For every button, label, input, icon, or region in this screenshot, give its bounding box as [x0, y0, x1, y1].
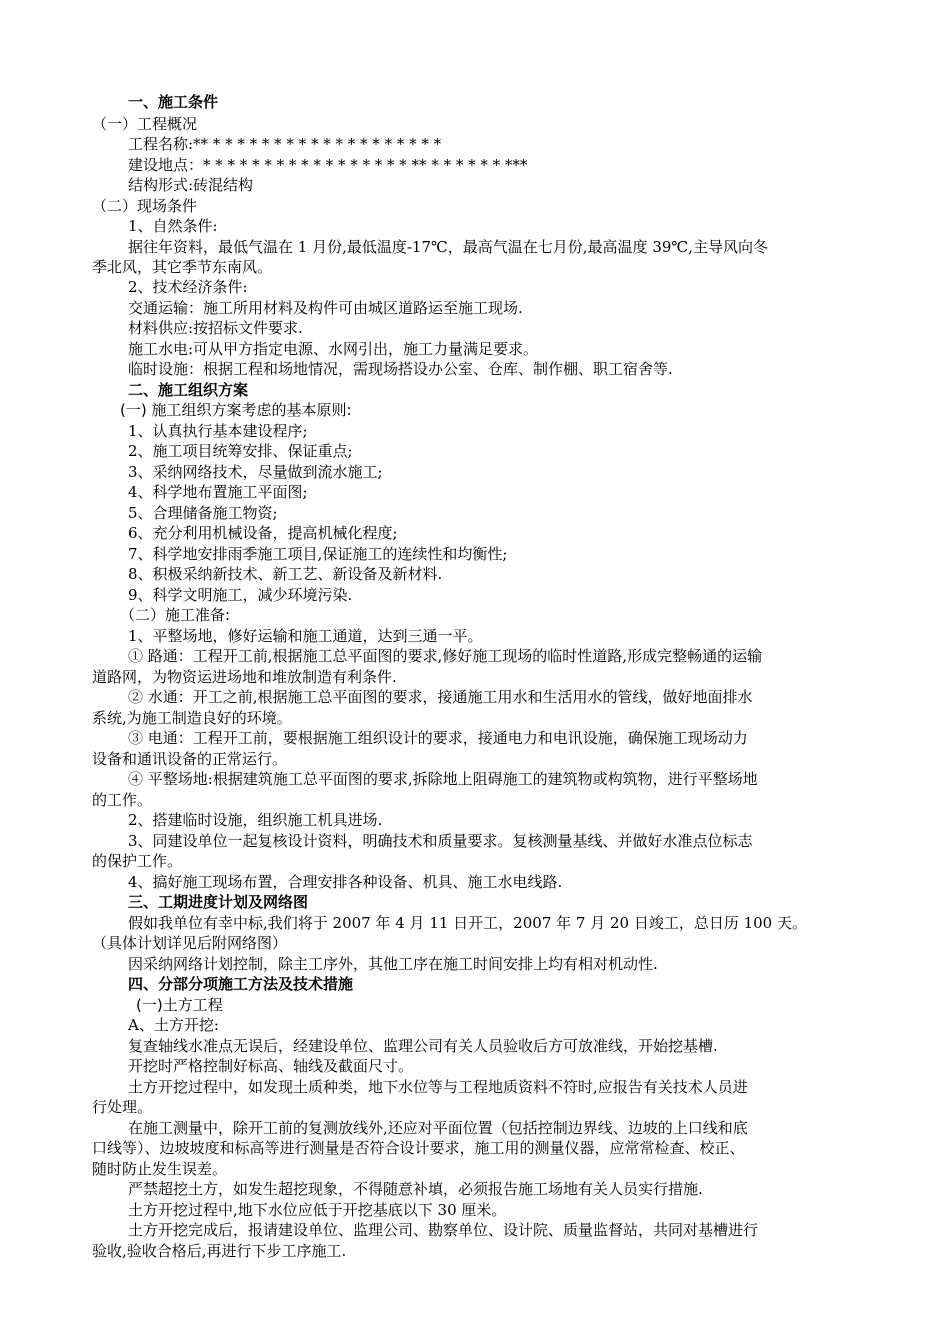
tech-econ-conditions: 2、技术经济条件: [128, 278, 248, 296]
temporary-facilities: 临时设施：根据工程和场地情况，需现场搭设办公室、仓库、制作棚、职工宿舍等. [128, 360, 673, 378]
subsection-earthwork: (一)土方工程 [136, 996, 223, 1014]
subsection-principles: (一) 施工组织方案考虑的基本原则: [120, 401, 352, 419]
subsection-preparation: （二）施工准备: [120, 606, 231, 624]
electric-line-1: ③ 电通：工程开工前，要根据施工组织设计的要求，接通电力和电讯设施，确保施工现场动力 [128, 729, 748, 747]
schedule-line-2: （具体计划详见后附网络图） [92, 934, 288, 952]
schedule-line-1: 假如我单位有幸中标,我们将于 2007 年 4 月 11 日开工，2007 年 7 月 20 日竣工，总日历 100 天。 [128, 914, 807, 932]
principle-2: 2、施工项目统筹安排、保证重点; [128, 442, 353, 460]
principle-8: 8、积极采纳新技术、新工艺、新设备及新材料. [128, 565, 443, 583]
section-2-heading: 二、施工组织方案 [128, 381, 249, 399]
excavation-5: 严禁超挖土方，如发生超挖现象，不得随意补填，必须报告施工场地有关人员实行措施. [128, 1180, 703, 1198]
natural-conditions: 1、自然条件: [128, 217, 218, 235]
principle-9: 9、科学文明施工，减少环境污染. [128, 586, 353, 604]
climate-line-1: 据往年资料，最低气温在 1 月份,最低温度-17℃，最高气温在七月份,最高温度 39℃,主导风向冬 [128, 238, 768, 256]
principle-1: 1、认真执行基本建设程序; [128, 422, 308, 440]
prep-3-line-2: 的保护工作。 [92, 852, 183, 870]
water-line-1: ② 水通：开工之前,根据施工总平面图的要求，接通施工用水和生活用水的管线，做好地面排水 [128, 688, 753, 706]
principle-3: 3、采纳网络技术，尽量做到流水施工; [128, 463, 383, 481]
leveling-line-2: 的工作。 [92, 791, 153, 809]
excavation-3-line-1: 土方开挖过程中，如发现土质种类，地下水位等与工程地质资料不符时,应报告有关技术人员进 [128, 1078, 748, 1096]
excavation-heading: A、土方开挖: [128, 1016, 219, 1034]
excavation-1: 复查轴线水准点无误后，经建设单位、监理公司有关人员验收后方可放准线，开始挖基槽. [128, 1037, 718, 1055]
excavation-6: 土方开挖过程中,地下水位应低于开挖基底以下 30 厘米。 [128, 1201, 507, 1219]
road-line-2: 道路网，为物资运进场地和堆放制造有利条件. [92, 668, 397, 686]
excavation-4-line-1: 在施工测量中，除开工前的复测放线外,还应对平面位置（包括控制边界线、边坡的上口线和底 [128, 1119, 748, 1137]
prep-3-line-1: 3、同建设单位一起复核设计资料，明确技术和质量要求。复核测量基线、并做好水准点位标志 [128, 832, 753, 850]
principle-4: 4、科学地布置施工平面图; [128, 483, 308, 501]
excavation-7-line-1: 土方开挖完成后，报请建设单位、监理公司、勘察单位、设计院、质量监督站，共同对基槽进行 [128, 1221, 759, 1239]
construction-location: 建设地点：* * * * * * * * * * * * * * * * * ** * * * * * * *** [128, 156, 528, 174]
water-power: 施工水电:可从甲方指定电源、水网引出，施工力量满足要求。 [128, 340, 539, 358]
excavation-4-line-2: 口线等）、边坡坡度和标高等进行测量是否符合设计要求，施工用的测量仪器，应常常检查、校正、 [92, 1139, 745, 1157]
climate-line-2: 季北风，其它季节东南风。 [92, 258, 273, 276]
principle-7: 7、科学地安排雨季施工项目,保证施工的连续性和均衡性; [128, 545, 508, 563]
section-1-heading: 一、施工条件 [128, 93, 219, 111]
prep-4: 4、搞好施工现场布置，合理安排各种设备、机具、施工水电线路. [128, 873, 563, 891]
material-supply: 材料供应:按招标文件要求. [128, 319, 303, 337]
structure-type: 结构形式:砖混结构 [128, 176, 254, 194]
excavation-7-line-2: 验收,验收合格后,再进行下步工序施工. [92, 1242, 347, 1260]
excavation-3-line-2: 行处理。 [92, 1098, 153, 1116]
excavation-4-line-3: 随时防止发生误差。 [92, 1160, 228, 1178]
schedule-line-3: 因采纳网络计划控制，除主工序外，其他工序在施工时间安排上均有相对机动性. [128, 955, 658, 973]
prep-1: 1、平整场地，修好运输和施工通道，达到三通一平。 [128, 627, 483, 645]
section-3-heading: 三、工期进度计划及网络图 [128, 893, 309, 911]
water-line-2: 系统,为施工制造良好的环境。 [92, 709, 292, 727]
transport: 交通运输：施工所用材料及构件可由城区道路运至施工现场. [128, 299, 523, 317]
project-name: 工程名称:** * * * * * * * * * * * * * * * * * * * [128, 135, 442, 153]
subsection-site-conditions: （二）现场条件 [92, 197, 198, 215]
prep-2: 2、搭建临时设施，组织施工机具进场. [128, 811, 383, 829]
principle-5: 5、合理储备施工物资; [128, 504, 278, 522]
leveling-line-1: ④ 平整场地:根据建筑施工总平面图的要求,拆除地上阻碍施工的建筑物或构筑物，进行平整场地 [128, 770, 758, 788]
subsection-project-overview: （一）工程概况 [92, 115, 198, 133]
road-line-1: ① 路通：工程开工前,根据施工总平面图的要求,修好施工现场的临时性道路,形成完整畅通的运输 [128, 647, 763, 665]
electric-line-2: 设备和通讯设备的正常运行。 [92, 750, 288, 768]
section-4-heading: 四、分部分项施工方法及技术措施 [128, 975, 354, 993]
excavation-2: 开挖时严格控制好标高、轴线及截面尺寸。 [128, 1057, 414, 1075]
principle-6: 6、充分利用机械设备，提高机械化程度; [128, 524, 398, 542]
